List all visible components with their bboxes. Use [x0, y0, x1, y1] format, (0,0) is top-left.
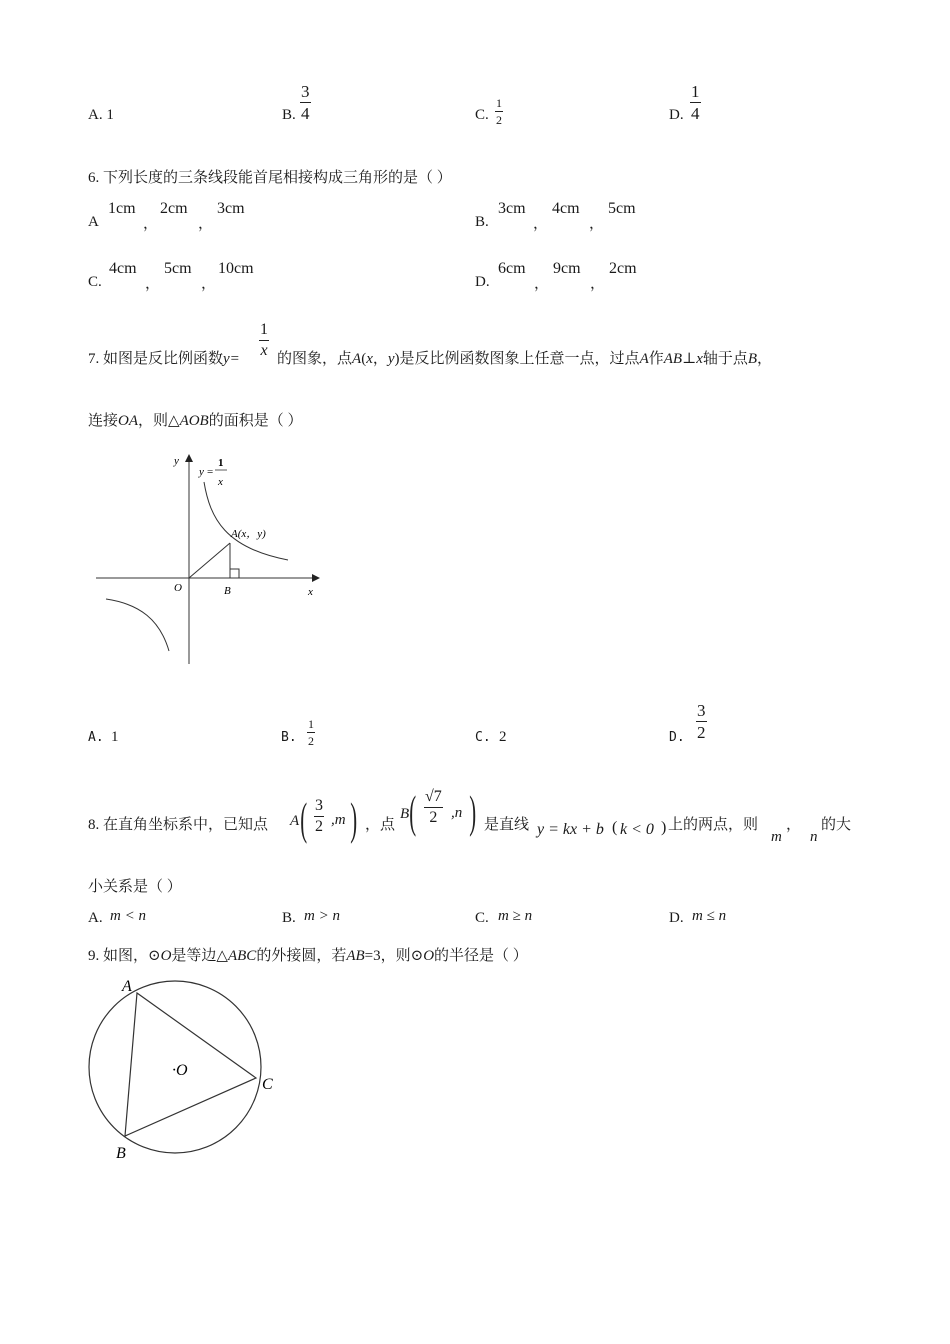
q5-option-b-label: B.: [282, 107, 296, 123]
q8-a-paren-left: (: [300, 793, 308, 844]
q7-option-d-label: D.: [669, 730, 685, 745]
q7-segment-oa: [189, 543, 230, 578]
q7-right-angle-mark: [230, 569, 239, 578]
q6-a-comma1: ，: [143, 216, 159, 232]
q6-b-len2: 4cm: [552, 200, 580, 217]
q9-label-c: C: [262, 1076, 273, 1093]
q6-option-c-label: C.: [88, 274, 102, 290]
q6-a-len1: 1cm: [108, 200, 136, 217]
q7-option-d-fraction: $\frac{3}{2}$: [697, 701, 706, 742]
q6-option-a-label: A: [88, 214, 99, 230]
q6-d-comma2: ，: [590, 276, 606, 292]
q6-option-d-label: D.: [475, 274, 490, 290]
q7-option-c-label: C.: [475, 730, 491, 745]
q5-option-c-fraction: $\frac{1}{2}$: [496, 96, 502, 127]
q6-c-len2: 5cm: [164, 260, 192, 277]
q8-option-a: m < n: [110, 908, 146, 924]
q8-option-a-label: A.: [88, 910, 103, 926]
q6-d-len2: 9cm: [553, 260, 581, 277]
q7-eq-y: y: [199, 466, 204, 478]
q8-condition: k < 0: [620, 821, 654, 838]
q8-option-d: m ≤ n: [692, 908, 727, 924]
q6-b-len3: 5cm: [608, 200, 636, 217]
q9-center-label: ·O: [172, 1062, 188, 1079]
q8-a-paren-right: ): [350, 793, 358, 844]
q7-point-label: A(x，y): [231, 528, 266, 540]
q9-circle-figure: [82, 972, 292, 1167]
q7-stem-line1: 7. 如图是反比例函数y=: [88, 351, 240, 367]
q6-c-comma1: ，: [145, 276, 161, 292]
q8-end: 的大: [821, 817, 852, 833]
q7-y-axis-label: y: [174, 455, 179, 467]
q5-option-d-fraction: $\frac{1}{4}$: [691, 82, 700, 123]
q8-b-paren-right: ): [469, 786, 477, 837]
q8-line-equation: y = kx + b: [537, 821, 604, 838]
q7-option-c: 2: [499, 729, 507, 745]
q7-stem-fraction: $\frac{1}{x}$: [260, 321, 268, 359]
q8-b-fraction: $\frac{√7}{2}$: [425, 788, 442, 826]
q6-c-len3: 10cm: [218, 260, 254, 277]
q8-stem-line2: 小关系是（ ）: [88, 879, 182, 895]
q6-a-len3: 3cm: [217, 200, 245, 217]
q7-eq-den: x: [218, 476, 223, 488]
q8-option-c-label: C.: [475, 910, 489, 926]
q8-condition-paren-right: ): [661, 819, 667, 836]
q7-hyperbola-figure: [90, 448, 330, 670]
q7-option-b-label: B.: [281, 730, 297, 745]
q8-a-var: ,m: [331, 812, 346, 828]
q8-condition-paren-left: (: [612, 819, 618, 836]
q5-option-b-fraction: $\frac{3}{4}$: [301, 82, 310, 123]
q6-c-len1: 4cm: [109, 260, 137, 277]
q8-option-d-label: D.: [669, 910, 684, 926]
q6-d-len1: 6cm: [498, 260, 526, 277]
q5-option-d-label: D.: [669, 107, 684, 123]
q8-a-fraction: $\frac{3}{2}$: [315, 797, 323, 835]
q8-m: m: [771, 829, 782, 845]
q9-equilateral-triangle: [125, 993, 256, 1136]
q6-b-comma1: ，: [533, 216, 549, 232]
q8-option-c: m ≥ n: [498, 908, 533, 924]
q7-x-axis-label: x: [308, 586, 313, 598]
q7-eq-equals: =: [207, 466, 214, 478]
q8-b-var: ,n: [451, 805, 463, 821]
q6-d-comma1: ，: [534, 276, 550, 292]
q7-curve-branch-1: [204, 482, 288, 560]
q6-option-b-label: B.: [475, 214, 489, 230]
q8-point-b: B: [400, 806, 410, 822]
q6-d-len3: 2cm: [609, 260, 637, 277]
q7-curve-branch-2: [106, 599, 169, 651]
q7-option-b-fraction: $\frac{1}{2}$: [308, 717, 314, 748]
q7-stem-line1-cont: 的图象，点A(x，y)是反比例函数图象上任意一点，过点A作AB⊥x轴于点B，: [277, 351, 773, 367]
q7-origin-label: O: [174, 582, 182, 594]
q8-stem-pre: 8. 在直角坐标系中，已知点: [88, 817, 269, 833]
q8-comma: ，: [786, 817, 802, 833]
q7-option-a-label: A.: [88, 730, 104, 745]
q7-eq-num: 1: [218, 457, 224, 469]
q7-stem-line2: 连接OA，则△AOB的面积是（ ）: [88, 413, 303, 429]
q5-option-c-label: C.: [475, 107, 489, 123]
q6-a-comma2: ，: [198, 216, 214, 232]
q6-a-len2: 2cm: [160, 200, 188, 217]
q9-stem: 9. 如图，⊙O是等边△ABC的外接圆，若AB=3，则⊙O的半径是（ ）: [88, 948, 528, 964]
q8-mid: ，点: [365, 817, 396, 833]
q8-point-a: A: [290, 813, 300, 829]
q6-c-comma2: ，: [201, 276, 217, 292]
q8-mid2: 是直线: [484, 817, 530, 833]
q8-b-paren-left: (: [409, 786, 417, 837]
q8-option-b-label: B.: [282, 910, 296, 926]
q6-b-comma2: ，: [589, 216, 605, 232]
q8-option-b: m > n: [304, 908, 340, 924]
q8-mid3: 上的两点，则: [668, 817, 759, 833]
q7-foot-label: B: [224, 585, 231, 597]
q7-option-a: 1: [111, 729, 119, 745]
q8-n: n: [810, 829, 818, 845]
q9-label-a: A: [122, 978, 132, 995]
q5-option-a: A. 1: [88, 107, 114, 123]
q6-stem: 6. 下列长度的三条线段能首尾相接构成三角形的是（ ）: [88, 170, 452, 186]
q9-label-b: B: [116, 1145, 126, 1162]
q6-b-len1: 3cm: [498, 200, 526, 217]
